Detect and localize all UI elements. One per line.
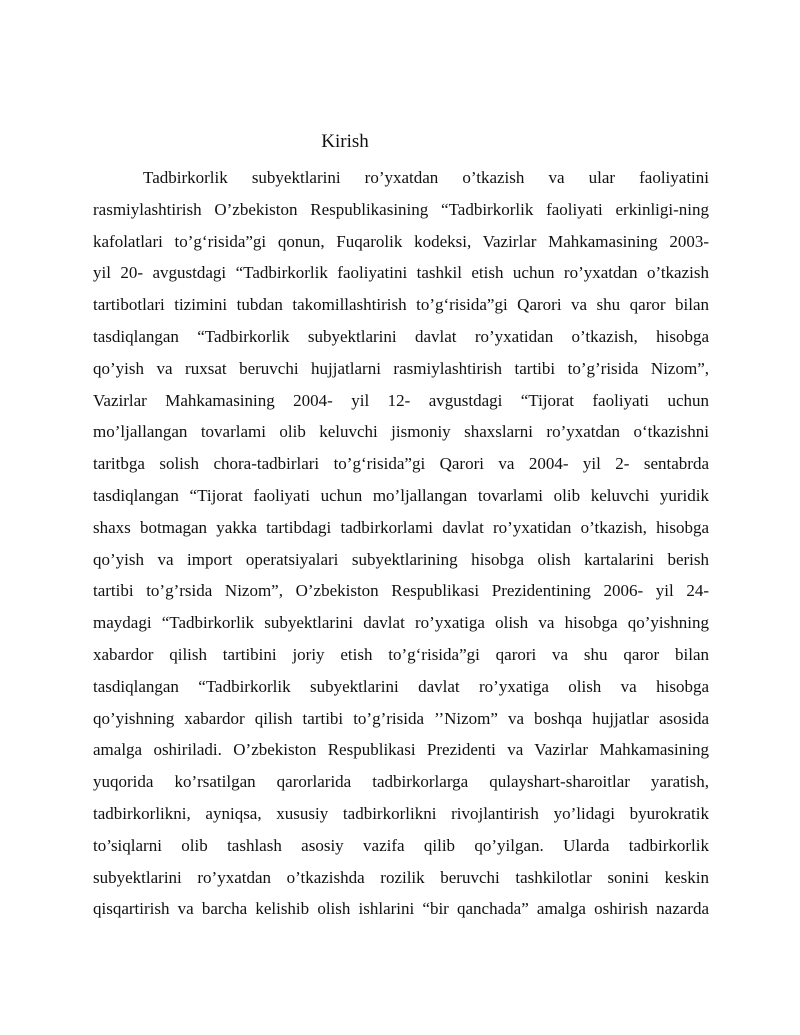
text-line: to’siqlarni olib tashlash asosiy vazifa qilib qo’yilgan. Ularda tadbirkorlik: [93, 835, 709, 855]
text-line: Tadbirkorlik subyektlarini ro’yxatdan o’tkazish va ular faoliyatini: [143, 168, 709, 187]
text-line: yuqorida ko’rsatilgan qarorlarida tadbirkorlarga qulayshart-sharoitlar yaratish,: [93, 772, 709, 792]
text-line: tasdiqlangan “Tadbirkorlik subyektlarini davlat ro’yxatidan o’tkazish, hisobga: [93, 326, 709, 346]
text-line: qo’yish va import operatsiyalari subyektlarining hisobga olish kartalarini berish: [93, 549, 709, 569]
text-line: rasmiylashtirish O’zbekiston Respublikasining “Tadbirkorlik faoliyati erkinligi-ning: [93, 199, 709, 219]
text-line: tasdiqlangan “Tijorat faoliyati uchun mo’ljallangan tovarlami olib keluvchi yuridik: [93, 485, 709, 505]
text-line: tartibotlari tizimini tubdan takomillashtirish to’g‘risida”gi Qarori va shu qaror bilan: [93, 295, 709, 315]
section-heading: Kirish: [321, 131, 369, 152]
text-line: xabardor qilish tartibini joriy etish to’g‘risida”gi qarori va shu qaror bilan: [93, 644, 709, 664]
text-line: tartibi to’g’rsida Nizom”, O’zbekiston Respublikasi Prezidentining 2006- yil 24-: [93, 581, 709, 601]
text-line: mo’ljallangan tovarlami olib keluvchi jismoniy shaxslarni ro’yxatdan o‘tkazishni: [93, 422, 709, 442]
text-line: tasdiqlangan “Tadbirkorlik subyektlarini davlat ro’yxatiga olish va hisobga: [93, 676, 709, 696]
text-line: qisqartirish va barcha kelishib olish ishlarini “bir qanchada” amalga oshirish nazarda: [93, 899, 709, 919]
text-line: qo’yishning xabardor qilish tartibi to’g’risida ’’Nizom” va boshqa hujjatlar asosida: [93, 708, 709, 728]
body-paragraph: [93, 162, 709, 925]
text-line: maydagi “Tadbirkorlik subyektlarini davlat ro’yxatiga olish va hisobga qo’yishning: [93, 613, 709, 633]
text-line: kafolatlari to’g‘risida”gi qonun, Fuqarolik kodeksi, Vazirlar Mahkamasining 2003-: [93, 231, 709, 251]
text-line: taritbga solish chora-tadbirlari to’g‘risida”gi Qarori va 2004- yil 2- sentabrda: [93, 454, 709, 474]
text-line: amalga oshiriladi. O’zbekiston Respublikasi Prezidenti va Vazirlar Mahkamasining: [93, 740, 709, 760]
text-line: tadbirkorlikni, ayniqsa, xususiy tadbirkorlikni rivojlantirish yo’lidagi byurokratik: [93, 803, 709, 823]
text-line: qo’yish va ruxsat beruvchi hujjatlarni rasmiylashtirish tartibi to’g’risida Nizom”,: [93, 358, 709, 378]
text-line: shaxs botmagan yakka tartibdagi tadbirkorlami davlat ro’yxatidan o’tkazish, hisobga: [93, 517, 709, 537]
text-line: yil 20- avgustdagi “Tadbirkorlik faoliyatini tashkil etish uchun ro’yxatdan o’tkazish: [93, 263, 709, 283]
text-line: subyektlarini ro’yxatdan o’tkazishda rozilik beruvchi tashkilotlar sonini keskin: [93, 867, 709, 887]
text-line: Vazirlar Mahkamasining 2004- yil 12- avgustdagi “Tijorat faoliyati uchun: [93, 390, 709, 410]
